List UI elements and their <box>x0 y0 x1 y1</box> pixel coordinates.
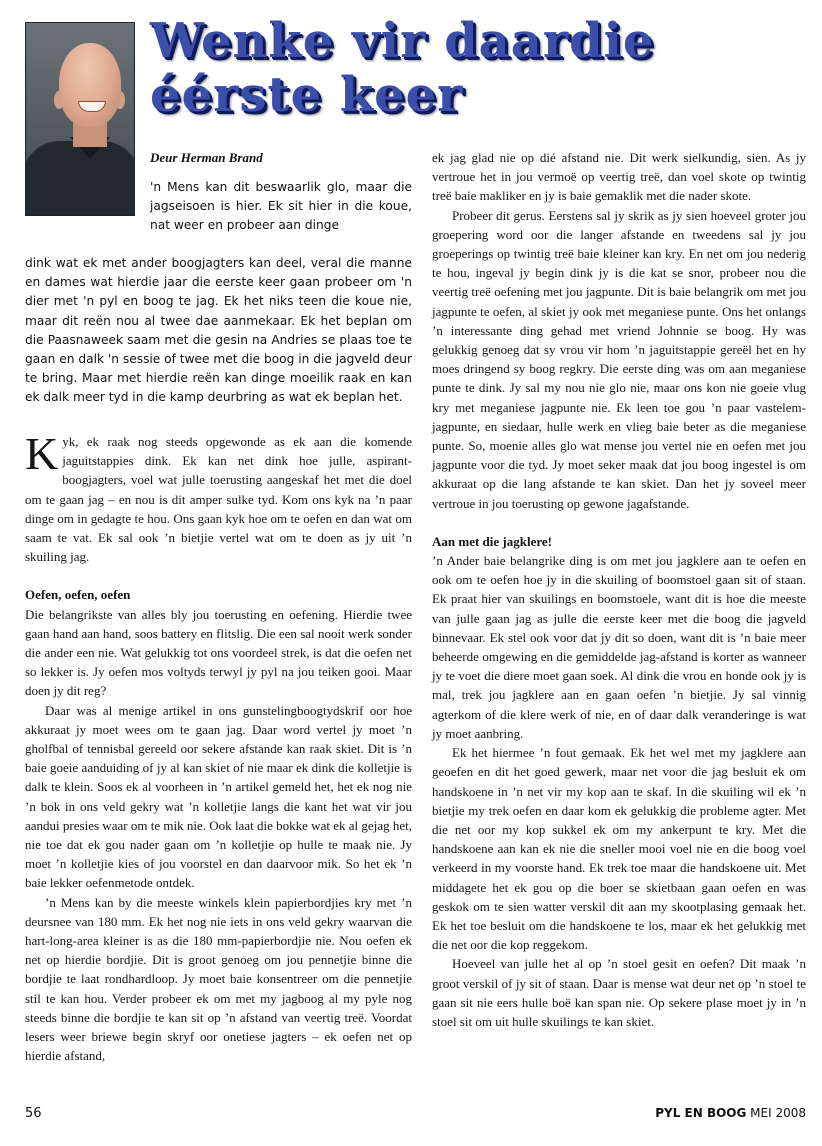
column-right <box>432 148 806 1031</box>
paragraph: Hoeveel van julle het al op ’n stoel gesit en oefen? Dit maak ’n groot verskil of jy sit of staan. Daar is mense wat deur net op ’n stoel te gaan sit nie eers hulle boë kan span nie. Op sekere plase moet jy in ’n stoel sit om uit hulle skuilings te kan skiet. <box>432 956 806 1029</box>
spacer <box>432 513 806 532</box>
magazine-issue: MEI 2008 <box>750 1106 806 1120</box>
paragraph-opening-text: yk, ek raak nog steeds opgewonde as ek aan die komende jaguitstappies dink. Ek kan net dink hoe julle, aspirant-boogjagters, voel wat julle toerusting aangeskaf het met die doel om te gaan jag – en nou is dit amper sulke tyd. Kom ons kyk na ’n paar dinge om in gedagte te hou. Ons gaan kyk hoe om te oefen en dan wat om saam te vat. Ek sal ook ’n bietjie vertel wat om te doen as jy uit ’n skuiling jag. <box>25 434 412 565</box>
paragraph: ’n Ander baie belangrike ding is om met jou jagklere aan te oefen en ook om te oefen hoe jy in die skuiling of boomstoel gaan sit of staan. Ek praat hier van skuilings en boomstoele, want dit is hoe die meeste van julle gaan jag as julle die eerste keer met die boog die jagveld binnevaar. Ek stel ook voor dat jy dit so doen, want dit is ’n baie meer beheerde omgewing en die gemiddelde jag-afstand is korter as wanneer jy te voet die diere moet gaan soek. Al dink die vrou en honde ook jy is mal, trek jou jagklere aan en gaan oefen ’n bietjie. Jy sal vinnig agterkom of die klere werk of nie, en of daar dalk veranderinge is wat jy moet aanbring. <box>432 553 806 741</box>
photo-shirt <box>25 141 135 216</box>
magazine-name: PYL EN BOOG <box>655 1106 747 1120</box>
section-heading-jagklere: Aan met die jagklere! <box>432 533 552 549</box>
spacer <box>25 566 412 585</box>
page-number: 56 <box>25 1106 42 1121</box>
author-photo <box>25 22 135 216</box>
paragraph: ’n Mens kan by die meeste winkels klein papierbordjies kry met ’n deursnee van 180 mm. Ek het nog nie iets in ons veld gekry waarvan die hart-long-area kleiner is as die 180 mm-papierbordjie nie. Nou oefen ek net op hierdie bordjie. Dit is groot genoeg om jou pennetjie binne die bordjie te laat rondhardloop. Jy moet baie konsentreer om die pennetjie stil te kan hou. Verder probeer ek om met my jagboog al my pyle nog steeds binne die bordjie te kan sit op ’n afstand van veertig treë. Voordat lesers weer briewe begin skryf oor onetiese jagters – ek oefen net op hierdie afstand, <box>25 894 412 1064</box>
paragraph-opening <box>25 428 412 566</box>
magazine-footer <box>655 1106 806 1120</box>
intro-paragraph-wide: dink wat ek met ander boogjagters kan deel, veral die manne en dames wat hierdie jaar die eerste keer gaan probeer om 'n dier met 'n pyl en boog te jag. Ek het niks teen die koue nie, maar dit reën nou al twee dae aanmekaar. Ek het beplan om die Paasnaweek saam met die gesin na Andries se plaas toe te gaan en dalk 'n sessie of twee met die boog in die jagveld deur te bring. Maar met hierdie reën kan dinge moeilik raak en kan ek dalk meer tyd in die kamp deurbring as wat ek beplan het. <box>25 256 412 405</box>
article-title-line2: éérste keer <box>150 67 464 123</box>
article-title-line1: Wenke vir daardie <box>150 13 655 69</box>
intro-paragraph-top: 'n Mens kan dit beswaarlik glo, maar die jagseisoen is hier. Ek sit hier in die koue, nat weer en probeer aan dinge <box>150 180 412 233</box>
paragraph: ek jag glad nie op dié afstand nie. Dit werk sielkundig, sien. As jy vertroue het in jou vermoë op veertig treë, dan voel skote op twintig treë baie makliker en jy is baie gemaklik met die nader skote. <box>432 150 806 204</box>
paragraph: Probeer dit gerus. Eerstens sal jy skrik as jy sien hoeveel groter jou groepering word oor die langer afstande en tweedens sal jy jou groeperings op twintig treë baie kleiner kan kry. En net om jou nederig te hou, ingeval jy begin dink jy is die kat se snor, probeer nou die veertig treë oefening met jou jagpunte. Dit is baie belangrik om met jou jagpunte te oefen, al skiet jy ook met meganiese punte. Ons het onlangs ’n interessante ding gehad met vriend Johnnie se boog. Hy was gelukkig genoeg dat sy vrou vir hom ’n jaguitstappie gereël het en hy moes dringend sy boog regkry. Die eerste ding was om aan meganiese punte te dink. Jy sal my nou nie glo nie, maar ons kon nie goeie vlug kry met meganiese jagpunte nie. Ek leen toe gou ’n paar vastelem-jagpunte, en siedaar, hulle werk en vlieg baie beter as die meganiese punte. So, moenie alles glo wat mense jou vertel nie en oefen met jou jagpunte voor die tyd. Jy moet seker maak dat jou boog ingestel is om akkuraat op die lang afstande te kan skiet. Dan het jy soveel meer vertroue in jou toerusting op gewone jagafstande. <box>432 207 806 511</box>
photo-head <box>59 43 121 127</box>
column-left <box>25 428 412 1066</box>
paragraph: Ek het hiermee ’n fout gemaak. Ek het wel met my jagklere aan geoefen en dit het goed gewerk, maar net voor die jag besluit ek om handskoene in ’n net vir my kop aan te skaf. In die skuiling wil ek ’n bietjie my trek oefen en daar kom ek gelukkig die probleme agter. Met die net oor my kop sukkel ek om my ankerpunt te kry. Met die handskoene aan kan ek nie die sneller mooi voel nie en die boog voel verkeerd in my voorste hand. Ek trek toe maar die handskoene uit. Met middagete het ek gou op die boer se skietbaan gaan oefen en was geskok om te sien watter verskil dit aan my skootplasing gemaak het. Ek het toe besluit om die handskoene te los, maar ek het gelukkig met die net oor die kop reggekom. <box>432 745 806 953</box>
article-title <box>150 14 654 122</box>
byline: Deur Herman Brand <box>150 150 263 165</box>
drop-cap: K <box>25 428 59 479</box>
paragraph: Daar was al menige artikel in ons gunstelingboogtydskrif oor hoe akkuraat jy moet wees om te gaan jag. Daar word vertel jy moet ’n gholfbal of tennisbal gereeld oor sekere afstande kan raak skiet. Dit is ’n baie goeie aanduiding of jy al kan skiet of nie maar ek dink die kolletjie is dalk te klein. Soos ek al voorheen in ’n artikel gemeld het, het ek nog nie ’n bok in ons veld gekry wat ’n kolletjie langs die kant het wat vir jou aandui presies waar om te mik nie. Ook laat die bokke wat ek al gejag het, nie toe dat ek gou nader gaan om ’n kolletjie op hulle te maak nie. Jy moet ’n kolletjie kies of jou voorstel en dan daarvoor mik. So het ek ’n baie lekker oefenmetode ontdek. <box>25 702 412 891</box>
paragraph: Die belangrikste van alles bly jou toerusting en oefening. Hierdie twee gaan hand aan hand, soos battery en flitslig. Die een sal nooit werk sonder die ander een nie. Wat gelukkig tot ons voordeel strek, is dat die oefen net so lekker is. Jy oefen mos voltyds terwyl jy pyl na jou teiken gooi. Maar doen jy dit reg? <box>25 606 412 699</box>
section-heading-oefen: Oefen, oefen, oefen <box>25 587 131 603</box>
